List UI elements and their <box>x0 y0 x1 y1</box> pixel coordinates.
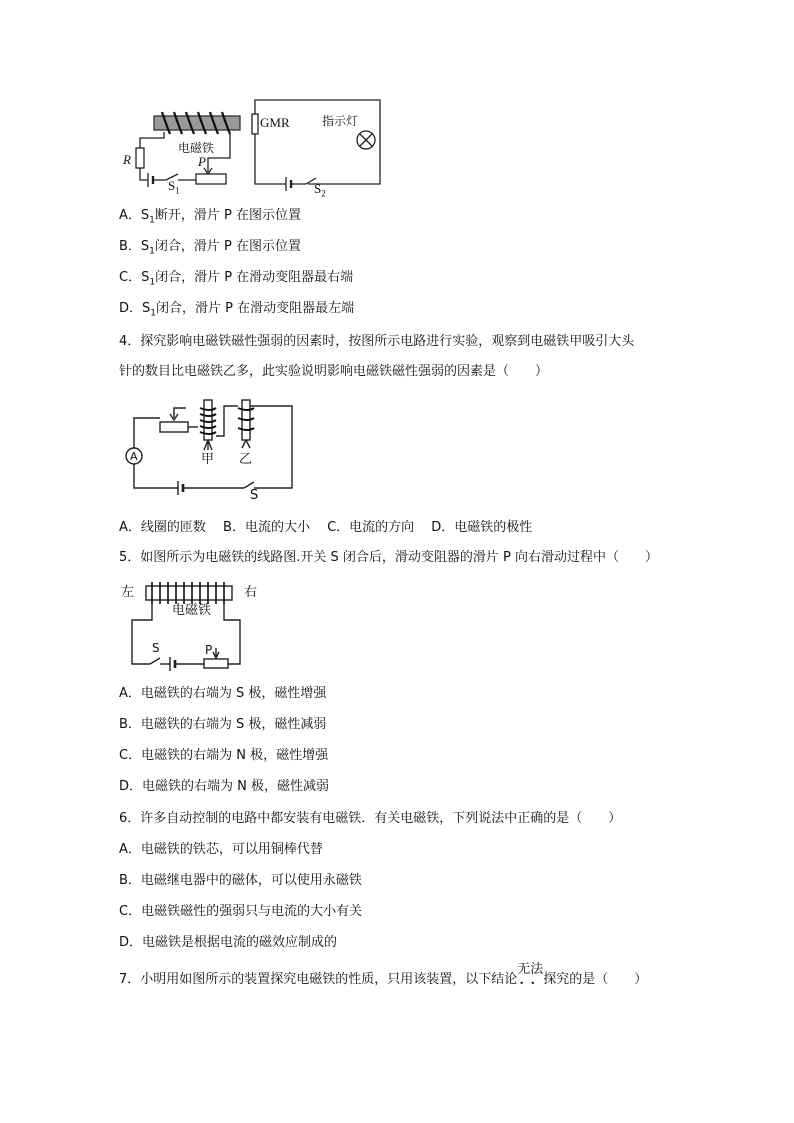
q4-stem-line1: 4．探究影响电磁铁磁性强弱的因素时，按图所示电路进行实验，观察到电磁铁甲吸引大头 <box>119 334 635 349</box>
q6-option-b: B．电磁继电器中的磁体，可以使用永磁铁 <box>119 873 362 888</box>
fig1-R-label: R <box>123 152 131 167</box>
q6-option-c: C．电磁铁磁性的强弱只与电流的大小有关 <box>119 904 363 919</box>
fig1-gmr-label: GMR <box>260 115 290 130</box>
fig3-S-label: S <box>152 641 160 655</box>
fig2-yi-label: 乙 <box>239 452 253 467</box>
q5-option-a: A．电磁铁的右端为 S 极，磁性增强 <box>119 686 327 701</box>
q3-option-c: C．$S_1$闭合，滑片 P 在滑动变阻器最右端 <box>119 270 354 288</box>
fig1-S2-label: $S_2$ <box>314 181 326 199</box>
fig3-left-label: 左 <box>121 585 135 600</box>
fig1-lamp-label: 指示灯 <box>322 114 359 128</box>
q3-option-a: A．$S_1$断开，滑片 P 在图示位置 <box>119 208 301 226</box>
q4-options: A．线圈的匝数 B．电流的大小 C．电流的方向 D．电磁铁的极性 <box>119 520 533 535</box>
fig1-P-label: P <box>198 154 206 169</box>
q6-stem: 6．许多自动控制的电路中都安装有电磁铁．有关电磁铁，下列说法中正确的是（ ） <box>119 811 622 826</box>
q5-option-d: D．电磁铁的右端为 N 极，磁性减弱 <box>119 779 329 794</box>
q6-option-a: A．电磁铁的铁芯，可以用铜棒代替 <box>119 842 323 857</box>
q4-stem-line2: 针的数目比电磁铁乙多，此实验说明影响电磁铁磁性强弱的因素是（ ） <box>119 364 549 379</box>
fig2-ammeter-label: A <box>130 450 138 463</box>
q5-stem: 5．如图所示为电磁铁的线路图.开关 S 闭合后，滑动变阻器的滑片 P 向右滑动过程中（ ） <box>119 550 659 565</box>
fig3-right-label: 右 <box>244 585 258 600</box>
q7-emphasis: 无法 • • <box>517 962 543 978</box>
fig1-S1-label: $S_1$ <box>168 178 180 196</box>
fig2-jia-label: 甲 <box>201 452 215 467</box>
fig3-P-label: P <box>205 643 213 657</box>
q3-option-b: B．$S_1$闭合，滑片 P 在图示位置 <box>119 239 302 257</box>
figure-electromagnet-circuit <box>120 580 262 672</box>
q5-option-c: C．电磁铁的右端为 N 极，磁性增强 <box>119 748 329 763</box>
figure-two-electromagnets <box>120 392 298 496</box>
q7-stem: 7．小明用如图所示的装置探究电磁铁的性质，只用该装置，以下结论无法 • •探究的是（ ） <box>119 972 647 988</box>
q5-option-b: B．电磁铁的右端为 S 极，磁性减弱 <box>119 717 327 732</box>
q3-option-d: D．$S_1$闭合，滑片 P 在滑动变阻器最左端 <box>119 301 355 319</box>
fig1-emag-label: 电磁铁 <box>178 141 215 155</box>
figure-gmr-circuit <box>118 96 388 198</box>
fig2-S-label: S <box>250 488 259 503</box>
q6-option-d: D．电磁铁是根据电流的磁效应制成的 <box>119 935 338 950</box>
fig3-emag-label: 电磁铁 <box>172 603 212 618</box>
